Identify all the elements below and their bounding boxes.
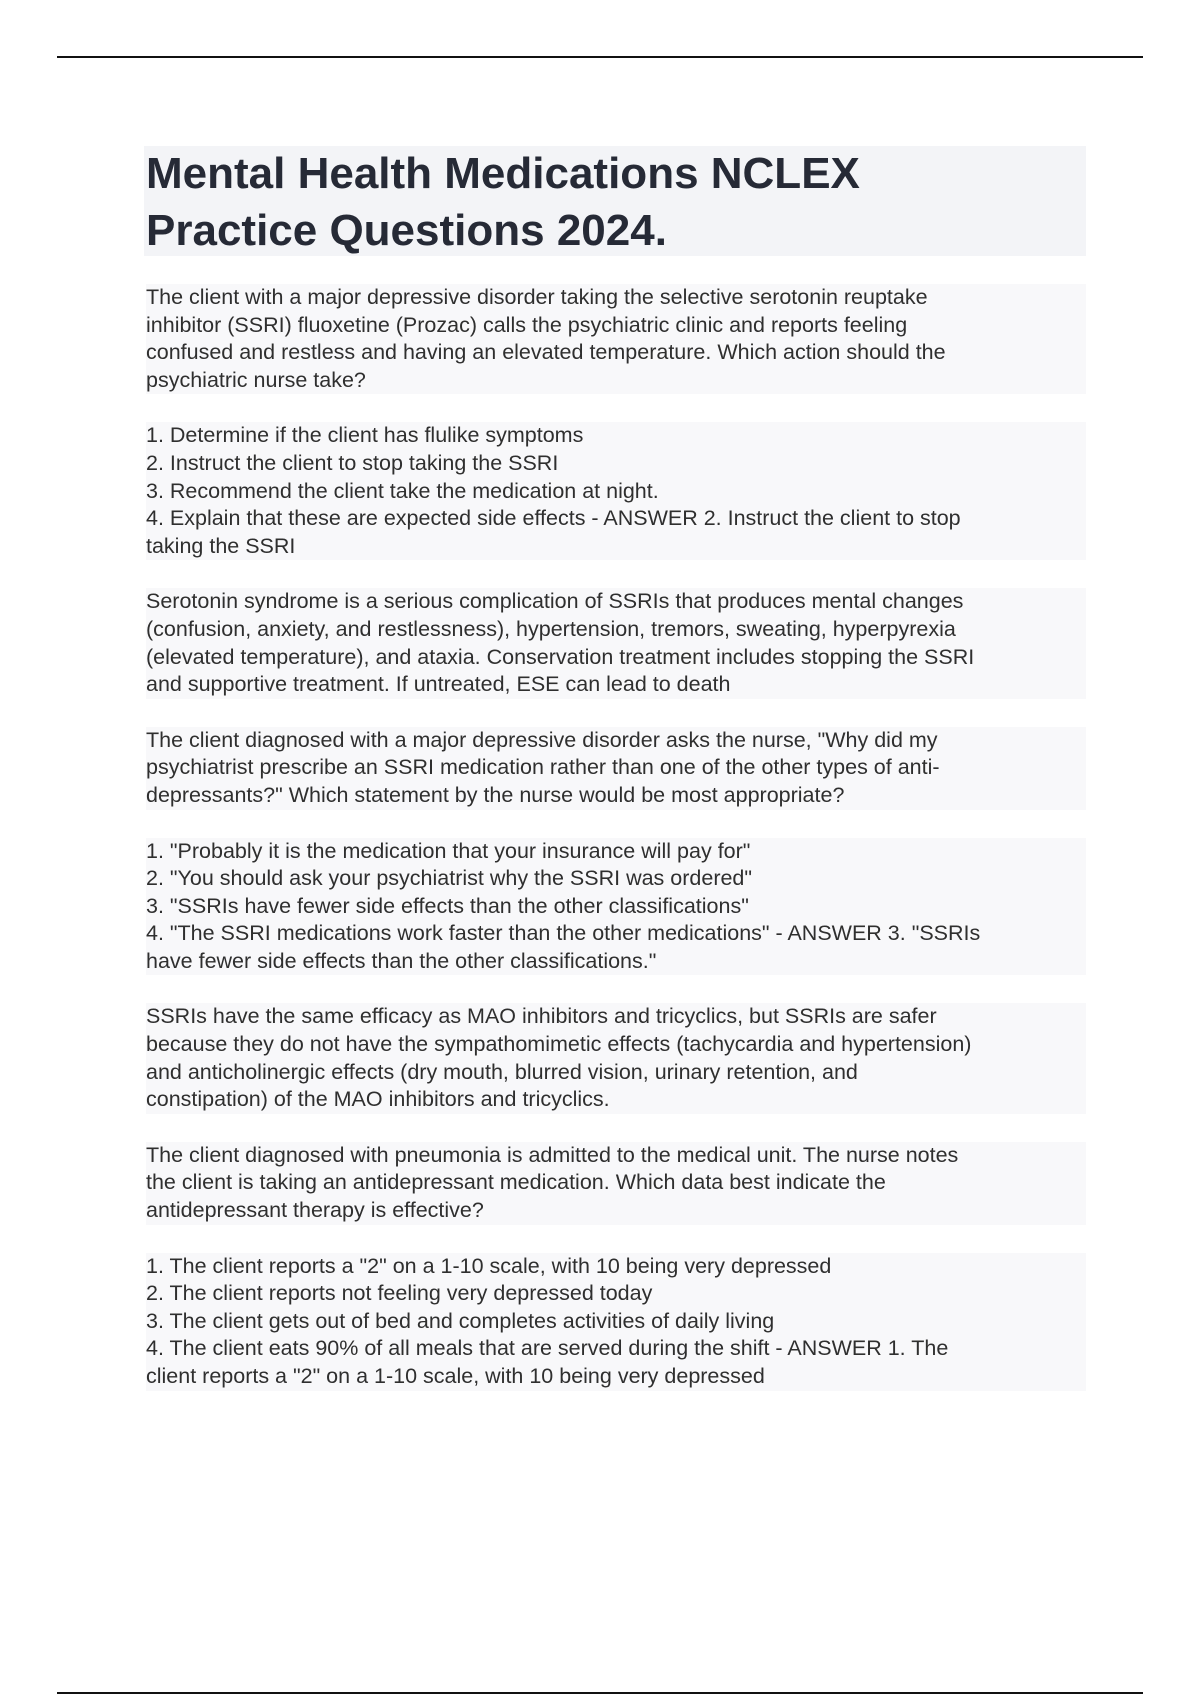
option-line: client reports a "2" on a 1-10 scale, with 10 being very depressed: [146, 1364, 765, 1388]
option-line: taking the SSRI: [146, 533, 296, 558]
question-3-options: [146, 1253, 1086, 1391]
text-line: because they do not have the sympathomimetic effects (tachycardia and hypertension): [146, 1032, 972, 1057]
text-line: confused and restless and having an elevated temperature. Which action should the: [146, 340, 946, 365]
option-line: 2. The client reports not feeling very depressed today: [146, 1281, 653, 1306]
text-line: (elevated temperature), and ataxia. Conservation treatment includes stopping the SSRI: [146, 644, 975, 669]
text-line: the client is taking an antidepressant medication. Which data best indicate the: [146, 1170, 886, 1195]
option-line: 4. Explain that these are expected side effects - ANSWER 2. Instruct the client to stop: [146, 506, 961, 531]
text-line: antidepressant therapy is effective?: [146, 1198, 484, 1223]
bottom-rule: [57, 1692, 1143, 1694]
top-rule: [57, 56, 1143, 58]
question-2-rationale: [146, 1003, 1086, 1113]
text-line: The client diagnosed with pneumonia is admitted to the medical unit. The nurse notes: [146, 1142, 959, 1167]
question-1-rationale: [146, 588, 1086, 698]
question-2-options: [146, 838, 1086, 976]
option-line: 1. The client reports a "2" on a 1-10 scale, with 10 being very depressed: [146, 1253, 832, 1278]
option-line: 3. Recommend the client take the medication at night.: [146, 478, 659, 503]
option-line: 1. "Probably it is the medication that your insurance will pay for": [146, 838, 751, 863]
text-line: and anticholinergic effects (dry mouth, blurred vision, urinary retention, and: [146, 1059, 858, 1084]
option-line: 4. The client eats 90% of all meals that are served during the shift - ANSWER 1. The: [146, 1336, 949, 1361]
text-line: SSRIs have the same efficacy as MAO inhibitors and tricyclics, but SSRIs are safer: [146, 1004, 937, 1029]
title-line: Mental Health Medications NCLEX: [146, 149, 860, 198]
text-line: (confusion, anxiety, and restlessness), hypertension, tremors, sweating, hyperpyrexia: [146, 616, 956, 641]
question-1-stem: [146, 284, 1086, 394]
document-body: [146, 284, 1086, 1419]
text-line: Serotonin syndrome is a serious complication of SSRIs that produces mental changes: [146, 589, 964, 614]
text-line: depressants?" Which statement by the nurse would be most appropriate?: [146, 782, 845, 807]
text-line: psychiatrist prescribe an SSRI medication rather than one of the other types of anti-: [146, 755, 940, 780]
page-title: [146, 145, 1076, 259]
text-line: The client with a major depressive disorder taking the selective serotonin reuptake: [146, 285, 928, 309]
option-line: have fewer side effects than the other classifications.": [146, 948, 657, 973]
text-line: constipation) of the MAO inhibitors and tricyclics.: [146, 1087, 610, 1112]
option-line: 3. The client gets out of bed and completes activities of daily living: [146, 1308, 775, 1333]
option-line: 4. "The SSRI medications work faster than the other medications" - ANSWER 3. "SSRIs: [146, 921, 981, 946]
text-line: inhibitor (SSRI) fluoxetine (Prozac) calls the psychiatric clinic and reports feeling: [146, 312, 908, 337]
question-2-stem: [146, 727, 1086, 810]
text-line: The client diagnosed with a major depressive disorder asks the nurse, "Why did my: [146, 727, 938, 752]
text-line: psychiatric nurse take?: [146, 367, 366, 392]
text-line: and supportive treatment. If untreated, ESE can lead to death: [146, 672, 731, 697]
question-1-options: [146, 422, 1086, 560]
option-line: 2. "You should ask your psychiatrist why the SSRI was ordered": [146, 866, 753, 891]
title-line: Practice Questions 2024.: [146, 206, 667, 255]
option-line: 2. Instruct the client to stop taking the SSRI: [146, 450, 559, 475]
option-line: 3. "SSRIs have fewer side effects than the other classifications": [146, 893, 749, 918]
question-3-stem: [146, 1142, 1086, 1225]
option-line: 1. Determine if the client has flulike symptoms: [146, 423, 584, 448]
